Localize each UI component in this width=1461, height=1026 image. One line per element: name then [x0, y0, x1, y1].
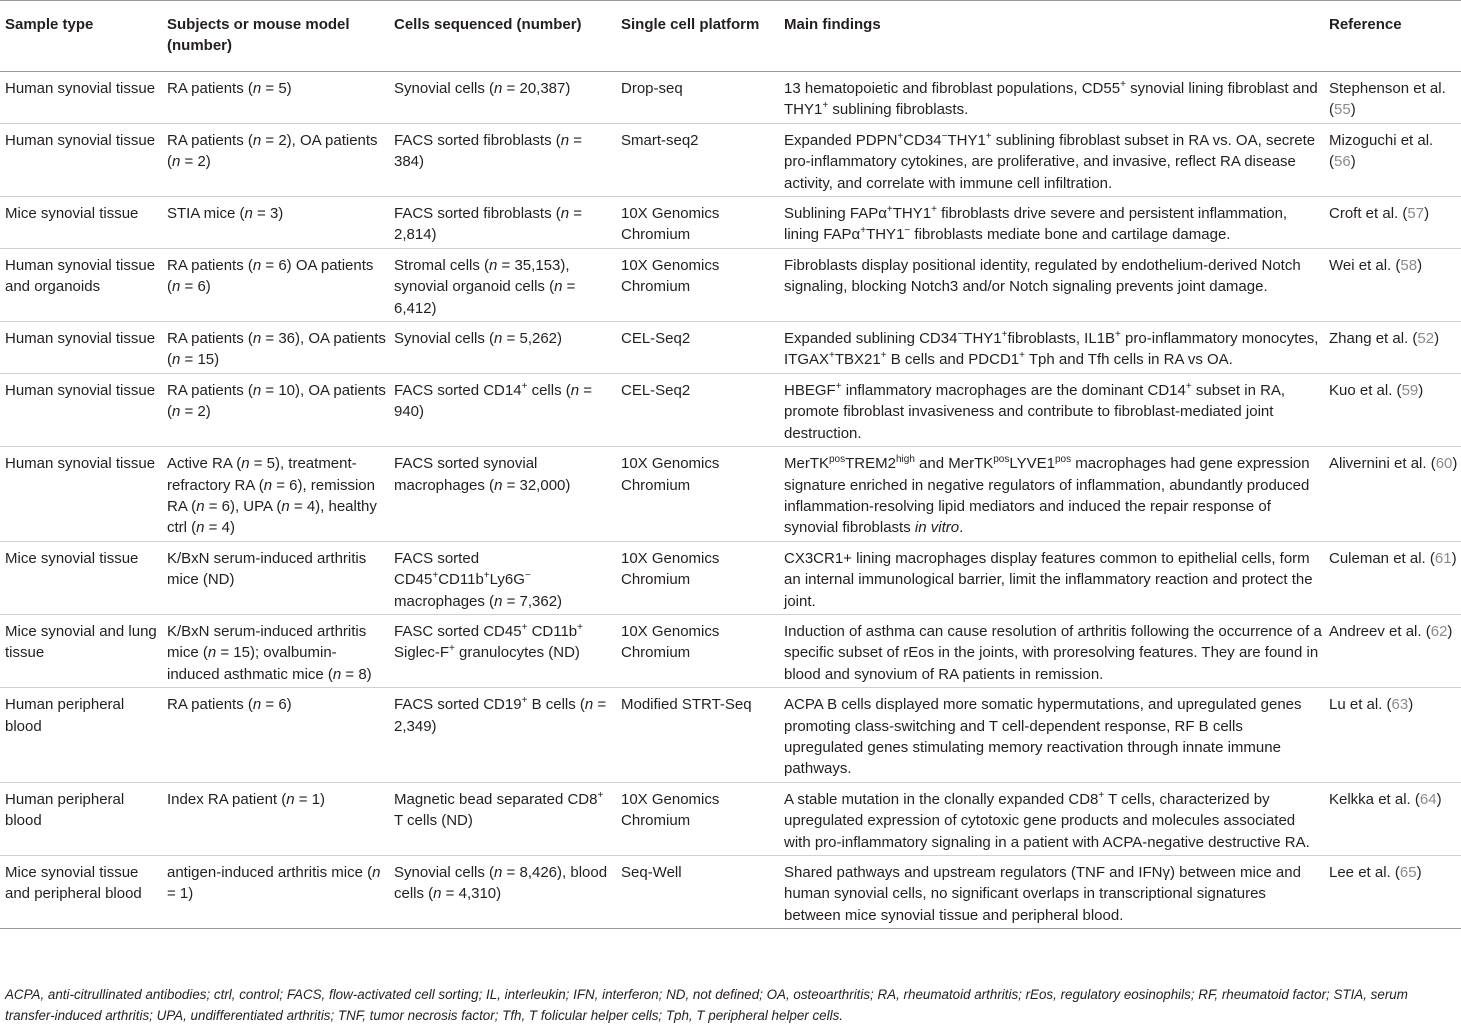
reference-author: Croft et al.	[1329, 205, 1399, 223]
cell-platform: 10X Genomics Chromium	[621, 205, 720, 244]
table-row	[0, 197, 1461, 249]
reference-author: Stephenson et al.	[1329, 80, 1446, 97]
cell-subjects: K/BxN serum-induced arthritis mice (ND)	[167, 549, 367, 589]
cell-main-findings: Fibroblasts display positional identity, regulated by endothelium-derived Notch signaling, blocking Notch3 and/or Notch signaling prevents joint damage.	[784, 256, 1301, 296]
table-row	[0, 447, 1461, 542]
cell-subjects: antigen-induced arthritis mice (n = 1)	[167, 864, 381, 903]
reference-link[interactable]: 58	[1400, 256, 1418, 274]
cell-main-findings: CX3CR1+ lining macrophages display features common to epithelial cells, form an internal immunological barrier, limit the inflammatory reaction and protect the joint.	[784, 549, 1313, 610]
cell-platform: Seq-Well	[621, 864, 682, 881]
table-row	[0, 614, 1461, 687]
cell-sample-type: Human peripheral blood	[5, 790, 125, 830]
cell-sample-type: Human synovial tissue and organoids	[5, 256, 156, 296]
reference-link[interactable]: 55	[1334, 101, 1351, 119]
cell-reference: Andreev et al. (62)	[1329, 622, 1453, 640]
cell-sample-type: Human synovial tissue	[5, 381, 156, 399]
reference-link[interactable]: 65	[1399, 864, 1417, 881]
cell-platform: 10X Genomics Chromium	[621, 790, 720, 830]
cell-sample-type: Human peripheral blood	[5, 696, 125, 735]
cell-reference: Kelkka et al. (64)	[1329, 790, 1442, 808]
cell-reference: Lee et al. (65)	[1329, 864, 1422, 881]
reference-author: Mizoguchi et al.	[1329, 131, 1434, 149]
cell-sample-type: Mice synovial tissue	[5, 549, 139, 567]
reference-link[interactable]: 52	[1417, 330, 1435, 348]
cell-reference: Alivernini et al. (60)	[1329, 455, 1458, 473]
header-subjects: Subjects or mouse model (number)	[162, 1, 389, 72]
cell-cells-sequenced: Stromal cells (n = 35,153), synovial organoid cells (n = 6,412)	[394, 256, 576, 317]
cell-sample-type: Human synovial tissue	[5, 131, 156, 149]
table-row	[0, 322, 1461, 374]
cell-reference: Wei et al. (58)	[1329, 256, 1423, 274]
cell-subjects: RA patients (n = 5)	[167, 80, 292, 97]
cell-platform: 10X Genomics Chromium	[621, 256, 720, 296]
reference-author: Zhang et al.	[1329, 330, 1409, 348]
reference-link[interactable]: 56	[1334, 153, 1351, 171]
cell-cells-sequenced: FACS sorted CD45+CD11b+Ly6G− macrophages (n = 7,362)	[394, 549, 563, 610]
reference-author: Culeman et al.	[1329, 549, 1426, 567]
reference-link[interactable]: 63	[1391, 696, 1409, 714]
header-cells-sequenced: Cells sequenced (number)	[389, 1, 616, 72]
table-row	[0, 123, 1461, 196]
cell-main-findings: Sublining FAPα+THY1+ fibroblasts drive severe and persistent inflammation, lining FAPα+THY1− fibroblasts mediate bone and cartilage damage.	[784, 204, 1288, 244]
table-header-row	[0, 1, 1461, 72]
cell-subjects: RA patients (n = 36), OA patients (n = 15)	[167, 330, 386, 369]
cell-platform: CEL-Seq2	[621, 330, 691, 348]
cell-reference: Mizoguchi et al. (56)	[1329, 131, 1434, 171]
cell-subjects: STIA mice (n = 3)	[167, 205, 284, 223]
cell-reference: Stephenson et al. (55)	[1329, 80, 1446, 119]
cell-subjects: K/BxN serum-induced arthritis mice (n = 15); ovalbumin-induced asthmatic mice (n = 8)	[167, 622, 372, 683]
cell-cells-sequenced: FACS sorted fibroblasts (n = 2,814)	[394, 205, 583, 244]
reference-link[interactable]: 61	[1434, 549, 1452, 567]
header-main-findings: Main findings	[779, 1, 1324, 72]
reference-author: Kuo et al.	[1329, 381, 1393, 399]
cell-cells-sequenced: FACS sorted CD19+ B cells (n = 2,349)	[394, 695, 607, 735]
cell-cells-sequenced: FACS sorted synovial macrophages (n = 32,000)	[394, 455, 571, 494]
table-row	[0, 248, 1461, 321]
cell-cells-sequenced: FASC sorted CD45+ CD11b+ Siglec-F+ granulocytes (ND)	[394, 621, 583, 662]
table-row	[0, 856, 1461, 929]
reference-link[interactable]: 64	[1419, 790, 1437, 808]
reference-author: Alivernini et al.	[1329, 455, 1427, 473]
reference-link[interactable]: 57	[1407, 205, 1425, 223]
cell-sample-type: Mice synovial tissue and peripheral blood	[5, 864, 142, 903]
cell-main-findings: Induction of asthma can cause resolution of arthritis following the occurrence of a specific subset of rEos in the joints, with proresolving features. They are found in blood and synovium of RA patients in remission.	[784, 622, 1322, 683]
cell-cells-sequenced: FACS sorted fibroblasts (n = 384)	[394, 131, 583, 171]
table-row	[0, 72, 1461, 124]
table-row	[0, 373, 1461, 446]
cell-main-findings: ACPA B cells displayed more somatic hypermutations, and upregulated genes promoting class-switching and T cell-dependent response, RF B cells upregulated genes stimulating memory reactivation through innate immune pathways.	[784, 696, 1302, 778]
cell-cells-sequenced: FACS sorted CD14+ cells (n = 940)	[394, 380, 593, 421]
table-footnote: ACPA, anti-citrullinated antibodies; ctrl, control; FACS, flow-activated cell sorting; IL, interleukin; IFN, interferon; ND, not defined; OA, osteoarthritis; RA, rheumatoid arthritis; rEos, regulatory eosinophils; RF, rheumatoid factor; STIA, serum transfer-induced arthritis; UPA, undifferentiated arthritis; TNF, tumor necrosis factor; Tfh, T folicular helper cells; Tph, T peripheral helper cells.	[5, 987, 1408, 1023]
table-row	[0, 541, 1461, 614]
cell-subjects: Index RA patient (n = 1)	[167, 790, 326, 808]
cell-platform: CEL-Seq2	[621, 381, 691, 399]
reference-author: Lu et al.	[1329, 696, 1383, 714]
cell-cells-sequenced: Magnetic bead separated CD8+ T cells (ND)	[394, 789, 604, 830]
reference-link[interactable]: 60	[1435, 455, 1453, 473]
cell-platform: Modified STRT-Seq	[621, 696, 752, 714]
reference-author: Wei et al.	[1329, 256, 1392, 274]
cell-platform: 10X Genomics Chromium	[621, 622, 720, 662]
reference-link[interactable]: 62	[1430, 622, 1448, 640]
header-sample-type: Sample type	[0, 1, 162, 72]
reference-author: Andreev et al.	[1329, 622, 1422, 640]
cell-subjects: RA patients (n = 6)	[167, 696, 292, 714]
cell-subjects: RA patients (n = 2), OA patients (n = 2)	[167, 131, 378, 171]
cell-sample-type: Human synovial tissue	[5, 80, 156, 97]
cell-subjects: RA patients (n = 10), OA patients (n = 2)	[167, 381, 386, 421]
cell-main-findings: Shared pathways and upstream regulators (TNF and IFNγ) between mice and human synovial cells, no significant overlaps in transcriptional signatures between mice synovial tissue and peripheral blood.	[784, 864, 1301, 924]
cell-platform: 10X Genomics Chromium	[621, 455, 720, 494]
cell-main-findings: $MerTK^{pos}TREM2^{high}$ and $MerTK^{pos}LYVE1^{pos}$ macrophages had gene expression signature enriched in negative regulators of inflammation, abundantly produced inflammation-resolving lipid mediators and induced the repair response of synovial fibroblasts in vitro.	[784, 454, 1310, 537]
cell-reference: Zhang et al. (52)	[1329, 330, 1440, 348]
cell-sample-type: Human synovial tissue	[5, 330, 156, 348]
cell-cells-sequenced: Synovial cells (n = 8,426), blood cells (n = 4,310)	[394, 864, 608, 903]
header-reference: Reference	[1324, 1, 1461, 72]
cell-sample-type: Human synovial tissue	[5, 455, 156, 473]
cell-main-findings: Expanded PDPN+CD34−THY1+ sublining fibroblast subset in RA vs. OA, secrete pro-inflammatory cytokines, are proliferative, and invasive, reflect RA disease activity, and correlate with immune cell infiltration.	[784, 130, 1316, 192]
cell-sample-type: Mice synovial and lung tissue	[5, 622, 157, 662]
reference-link[interactable]: 59	[1401, 381, 1419, 399]
cell-reference: Culeman et al. (61)	[1329, 549, 1457, 567]
cell-cells-sequenced: Synovial cells (n = 5,262)	[394, 330, 563, 348]
cell-main-findings: Expanded sublining CD34−THY1+fibroblasts, IL1B+ pro-inflammatory monocytes, ITGAX+TBX21+ B cells and PDCD1+ Tph and Tfh cells in RA vs OA.	[784, 329, 1319, 369]
cell-platform: 10X Genomics Chromium	[621, 549, 720, 589]
reference-author: Kelkka et al.	[1329, 790, 1411, 808]
table-row	[0, 782, 1461, 855]
cell-subjects: RA patients (n = 6) OA patients (n = 6)	[167, 256, 374, 296]
cell-reference: Kuo et al. (59)	[1329, 381, 1424, 399]
cell-main-findings: HBEGF+ inflammatory macrophages are the dominant CD14+ subset in RA, promote fibroblast invasiveness and contribute to fibroblast-mediated joint destruction.	[784, 380, 1286, 442]
cell-main-findings: A stable mutation in the clonally expanded CD8+ T cells, characterized by upregulated expression of cytotoxic gene products and molecules associated with pro-inflammatory signaling in a patient with ACPA-negative destructive RA.	[784, 789, 1310, 851]
reference-author: Lee et al.	[1329, 864, 1391, 881]
cell-reference: Lu et al. (63)	[1329, 696, 1414, 714]
cell-main-findings: 13 hematopoietic and fibroblast populations, CD55+ synovial lining fibroblast and THY1+ sublining fibroblasts.	[784, 79, 1318, 119]
cell-cells-sequenced: Synovial cells (n = 20,387)	[394, 80, 571, 97]
cell-reference: Croft et al. (57)	[1329, 205, 1430, 223]
cell-platform: Drop-seq	[621, 80, 683, 97]
table-row	[0, 688, 1461, 783]
cell-platform: Smart-seq2	[621, 131, 699, 149]
header-platform: Single cell platform	[616, 1, 779, 72]
cell-subjects: Active RA (n = 5), treatment-refractory RA (n = 6), remission RA (n = 6), UPA (n = 4), healthy ctrl (n = 4)	[167, 455, 377, 537]
cell-sample-type: Mice synovial tissue	[5, 205, 139, 223]
